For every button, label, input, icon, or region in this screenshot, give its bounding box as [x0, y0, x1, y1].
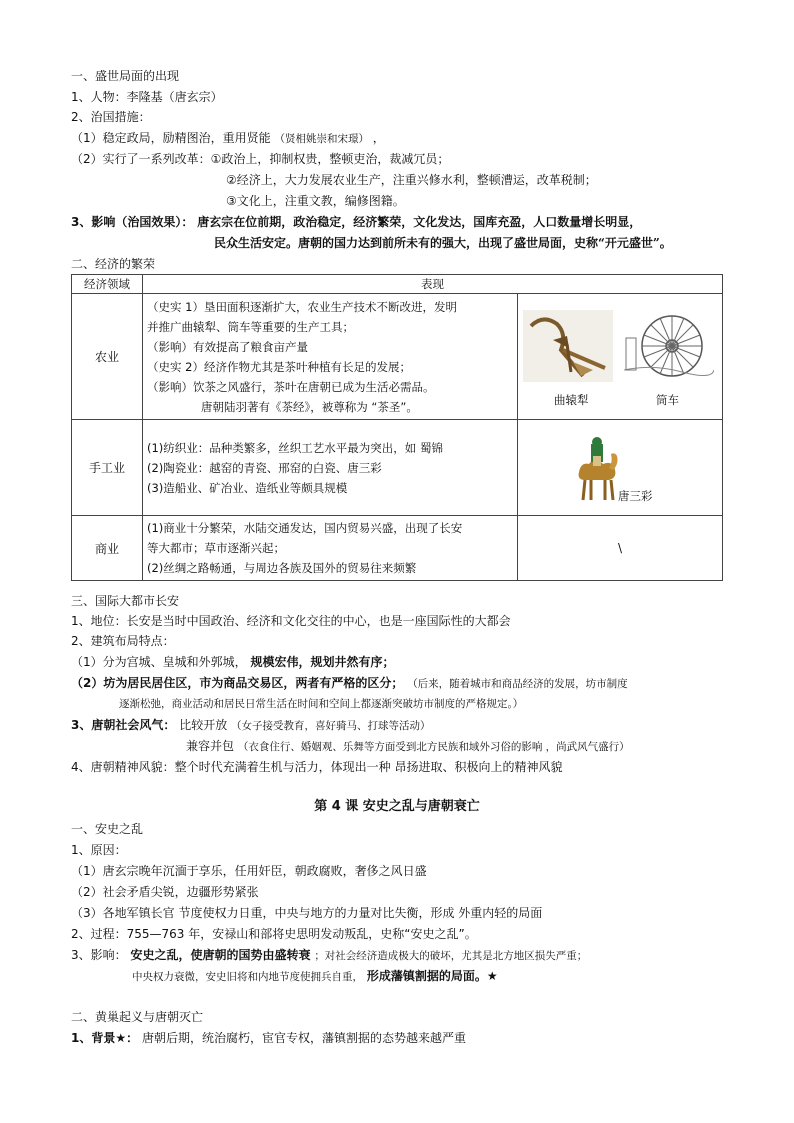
text-line: (1)商业十分繁荣，水陆交通发达，国内贸易兴盛，出现了长安 [147, 521, 463, 535]
text-line: （2）实行了一系列改革：①政治上，抑制权贵，整顿吏治，裁减冗员； [71, 152, 450, 166]
text-line: （2）社会矛盾尖锐，边疆形势紧张 [71, 885, 259, 899]
category-cell: 农业 [72, 294, 143, 420]
text-line: ③文化上，注重文教，编修图籍。 [226, 194, 405, 208]
text-line: （史实 1）垦田面积逐渐扩大，农业生产技术不断改进，发明 [147, 299, 457, 314]
lesson-title: 第 4 课 安史之乱与唐朝衰亡 [314, 799, 480, 814]
text-line: 1、人物：李隆基（唐玄宗） [71, 90, 223, 104]
text-line: 等大都市；草市逐渐兴起； [147, 541, 285, 555]
text-span: （1）分为宫城、皇城和外郭城， [71, 655, 247, 669]
text-span: ， [372, 131, 385, 145]
text-line [186, 737, 630, 756]
table-row [72, 516, 723, 581]
description-cell [143, 294, 518, 420]
description-cell [143, 516, 518, 581]
text-span: 1、背景★： [71, 1031, 139, 1045]
section-heading: 二、黄巢起义与唐朝灭亡 [71, 1010, 204, 1024]
text-line [71, 674, 628, 693]
text-span: 兼容并包 [186, 739, 235, 753]
table-row [72, 294, 723, 420]
text-span: （女子接受教育，喜好骑马、打球等活动） [231, 720, 431, 732]
text-line: 1、原因： [71, 843, 127, 857]
text-span: 形成藩镇割据的局面。★ [366, 969, 498, 983]
text-line [71, 213, 641, 231]
text-span: 中央权力衰微，安史旧将和内地节度使拥兵自重， [132, 971, 363, 983]
text-line [71, 716, 431, 735]
text-line [71, 946, 587, 965]
text-span: （衣食住行、婚姻观、乐舞等方面受到北方民族和域外习俗的影响 ，尚武风气盛行） [237, 741, 630, 753]
text-span: 唐玄宗在位前期，政治稳定，经济繁荣，文化发达，国库充盈，人口数量增长明显， [197, 215, 642, 229]
empty-cell-mark: \ [518, 516, 723, 581]
text-span: ；对社会经济造成极大的破坏，尤其是北方地区损失严重； [314, 950, 588, 962]
text-line: (3)造船业、矿冶业、造纸业等颇具规模 [147, 480, 348, 495]
text-line: 4、唐朝精神风貌：整个时代充满着生机与活力，体现出一种 昂扬进取、积极向上的精神风貌 [71, 760, 563, 774]
text-span: （2）坊为居民居住区，市为商品交易区，两者有严格的区分； [71, 676, 404, 690]
image-cell [518, 420, 723, 516]
tang-sancai-camel-image [573, 432, 621, 504]
section-heading: 一、盛世局面的出现 [71, 69, 180, 83]
text-span: 比较开放 [179, 718, 228, 732]
text-line: 2、过程：755—763 年，安禄山和部将史思明发动叛乱，史称“安史之乱”。 [71, 927, 477, 941]
text-line: （史实 2）经济作物尤其是茶叶种植有长足的发展； [147, 359, 411, 374]
text-span: 规模宏伟，规划井然有序； [250, 655, 395, 669]
table-row [72, 420, 723, 516]
tube-wheel-image [622, 310, 714, 382]
text-line: 逐渐松弛，商业活动和居民日常生活在时间和空间上都逐渐突破坊市制度的严格规定。） [119, 698, 524, 710]
description-cell [143, 420, 518, 516]
curved-plow-image [523, 310, 613, 382]
text-line [71, 1029, 466, 1047]
image-cell [518, 294, 723, 420]
text-line: ②经济上，大力发展农业生产，注重兴修水利，整顿漕运，改革税制； [226, 173, 597, 187]
table-header-row [72, 275, 723, 294]
section-heading: 一、安史之乱 [71, 822, 144, 836]
text-line [71, 653, 394, 671]
text-line: （影响）饮茶之风盛行，茶叶在唐朝已成为生活必需品。 [147, 379, 435, 394]
text-line: (2)丝绸之路畅通，与周边各族及国外的贸易往来频繁 [147, 561, 417, 575]
image-caption: 唐三彩 [618, 489, 653, 503]
text-span: （后来，随着城市和商品经济的发展，坊市制度 [407, 678, 628, 690]
image-caption: 曲辕犁 [554, 393, 589, 407]
column-header: 经济领域 [72, 275, 143, 294]
text-line [71, 129, 385, 148]
category-cell: 商业 [72, 516, 143, 581]
text-line: （1）唐玄宗晚年沉湎于享乐，任用奸臣，朝政腐败，奢侈之风日盛 [71, 864, 427, 878]
column-header: 表现 [143, 275, 723, 294]
text-line: 民众生活安定。唐朝的国力达到前所未有的强大，出现了盛世局面，史称“开元盛世”。 [214, 236, 672, 250]
section-heading: 三、国际大都市长安 [71, 594, 180, 608]
text-line: 1、地位：长安是当时中国政治、经济和文化交往的中心，也是一座国际性的大都会 [71, 614, 511, 628]
text-line: （3）各地军镇长官 节度使权力日重，中央与地方的力量对比失衡，形成 外重内轻的局面 [71, 906, 543, 920]
text-span: 3、唐朝社会风气： [71, 718, 176, 732]
text-line: （影响）有效提高了粮食亩产量 [147, 339, 308, 354]
text-span: 3、影响（治国效果）： [71, 215, 194, 229]
text-span: 安史之乱，使唐朝的国势由盛转衰 [130, 948, 311, 962]
category-cell: 手工业 [72, 420, 143, 516]
text-span: 3、影响： [71, 948, 127, 962]
text-line: 2、建筑布局特点： [71, 634, 175, 648]
text-line: 2、治国措施： [71, 110, 151, 124]
economy-table [71, 274, 723, 581]
text-line: (1)纺织业：品种类繁多，丝织工艺水平最为突出，如 蜀锦 [147, 440, 443, 455]
text-span: 唐朝后期，统治腐朽，宦官专权，藩镇割据的态势越来越严重 [141, 1031, 466, 1045]
text-span: （贤相姚崇和宋璟） [274, 133, 369, 145]
text-span: （1）稳定政局，励精图治，重用贤能 [71, 131, 271, 145]
text-line [132, 967, 498, 986]
section-heading: 二、经济的繁荣 [71, 257, 156, 271]
text-line: 并推广曲辕犁、筒车等重要的生产工具； [147, 319, 354, 334]
image-caption: 筒车 [656, 393, 679, 407]
text-line: 唐朝陆羽著有《茶经》，被尊称为 “茶圣”。 [201, 399, 418, 414]
text-line: (2)陶瓷业：越窑的青瓷、邢窑的白瓷、唐三彩 [147, 460, 382, 475]
